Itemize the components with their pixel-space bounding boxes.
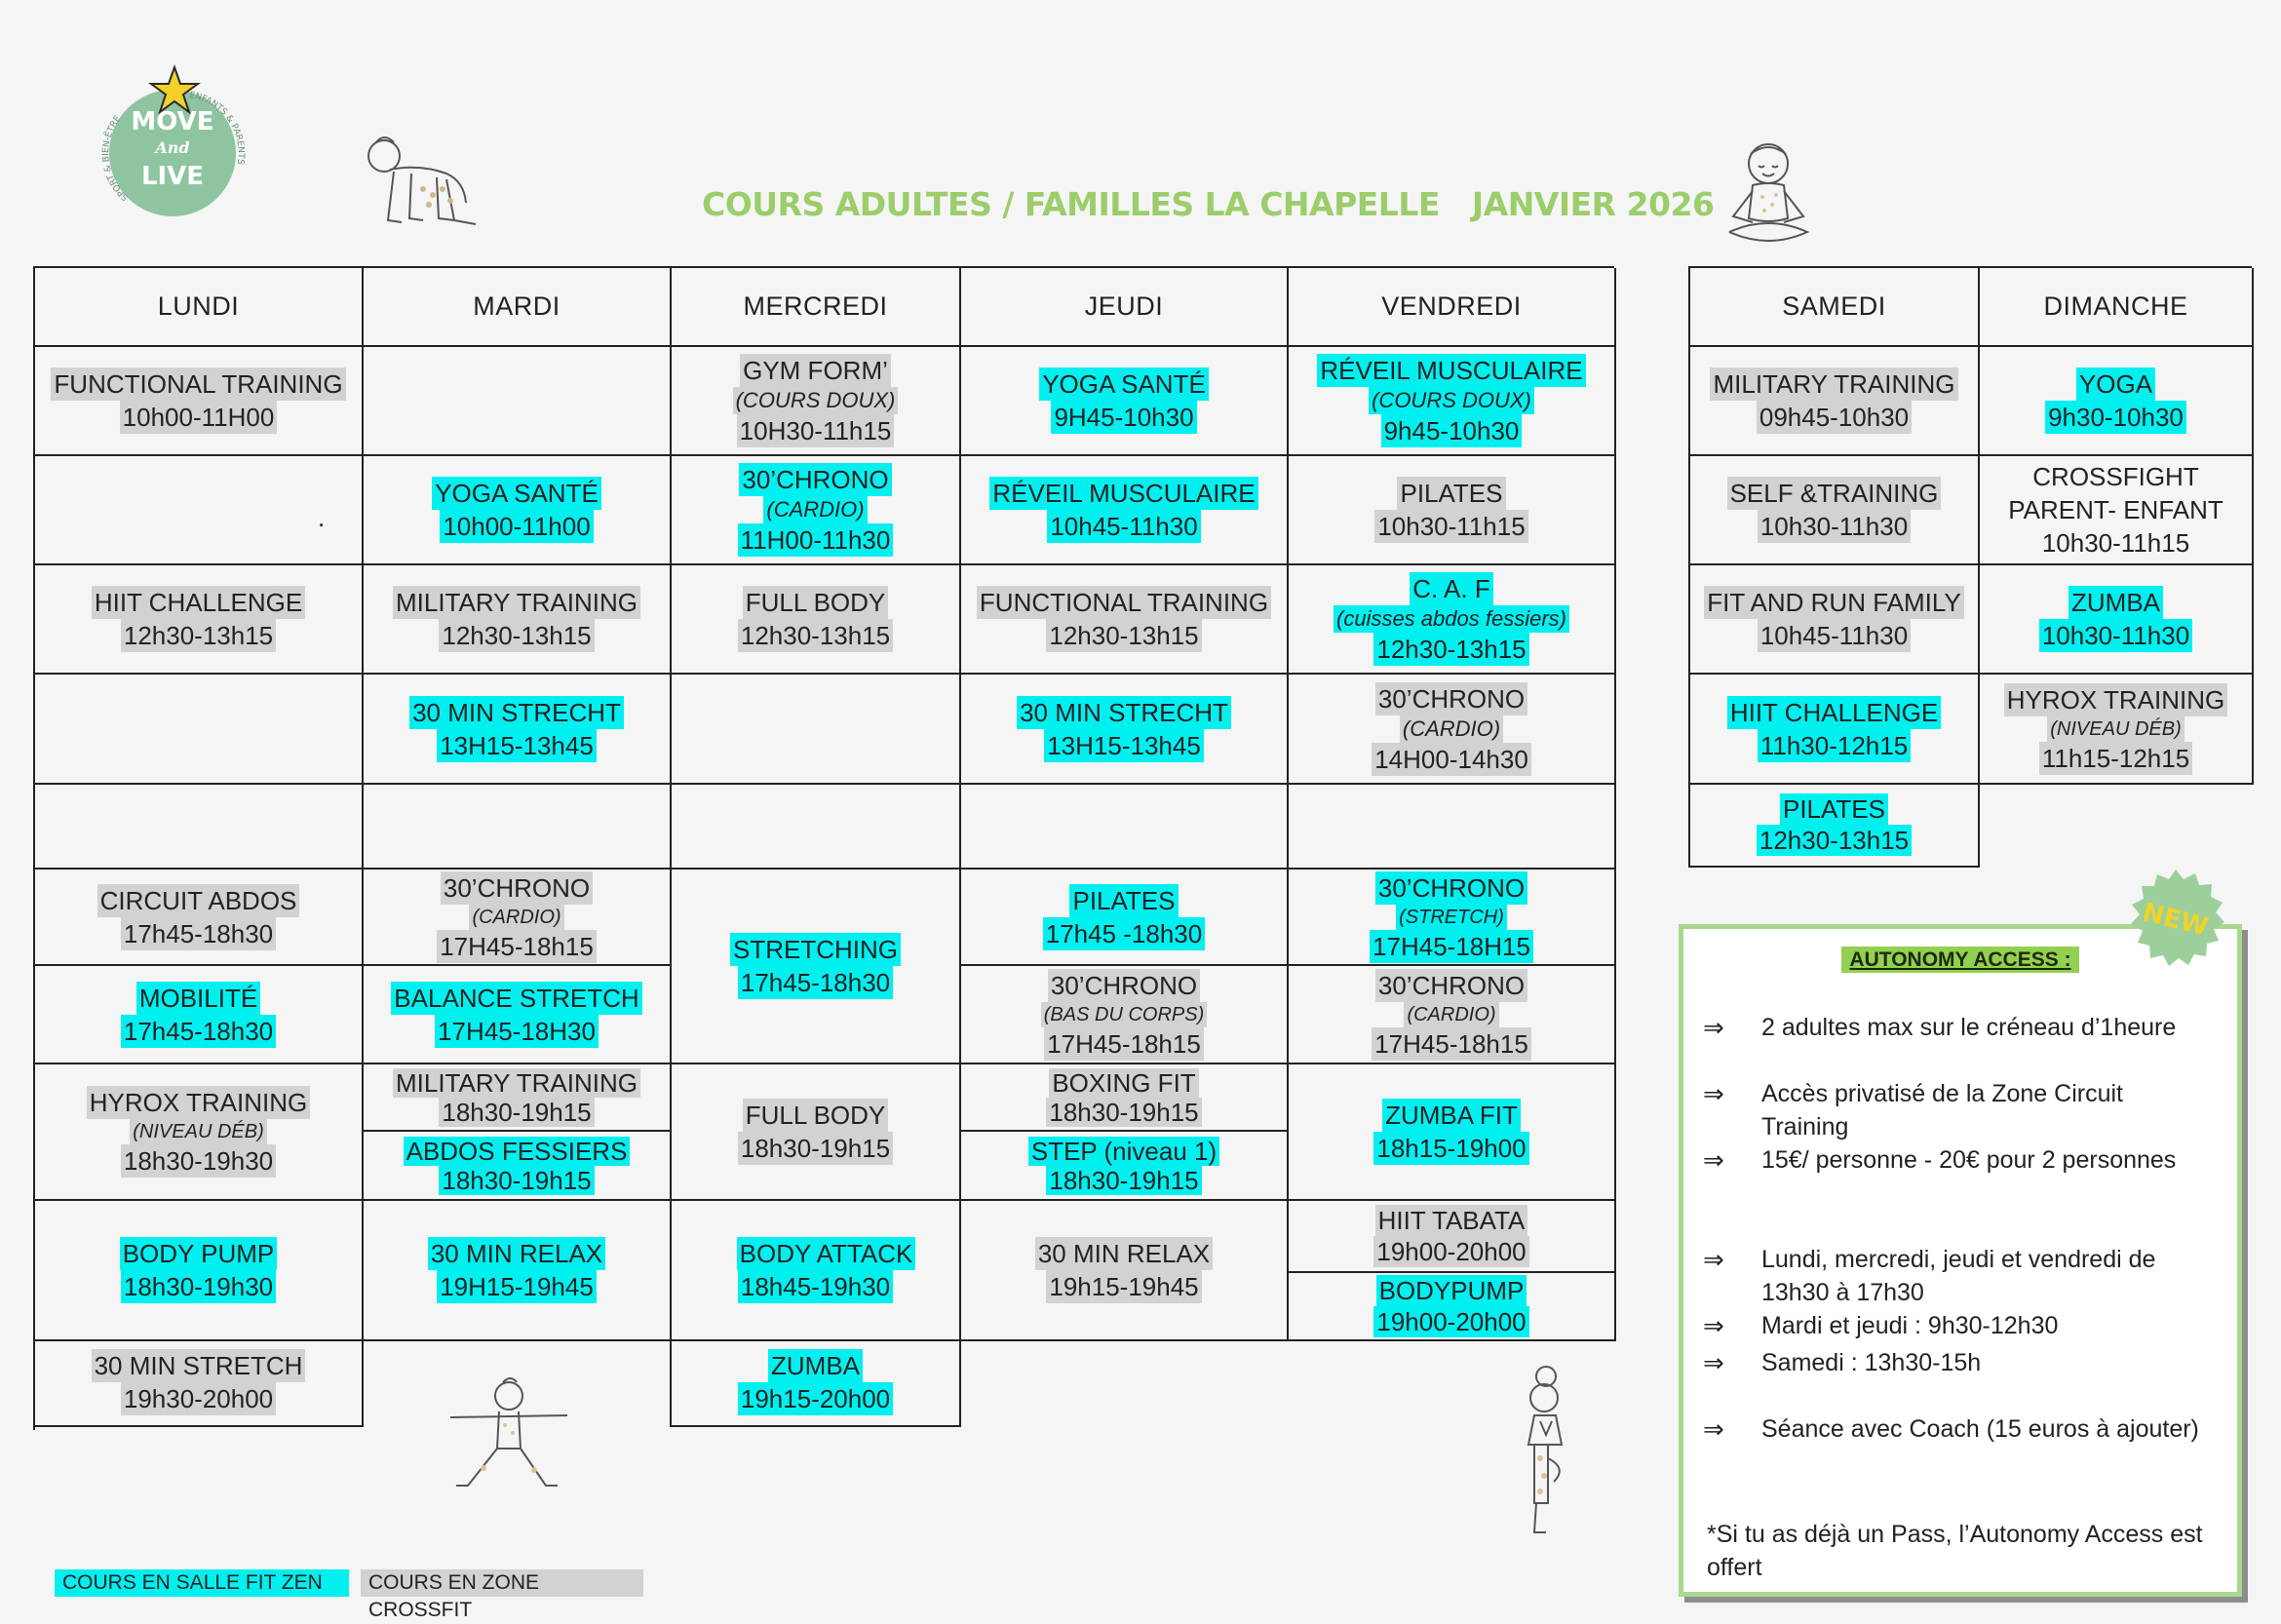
class-cell xyxy=(961,1064,1289,1132)
class-name: FIT AND RUN FAMILY xyxy=(1704,586,1964,619)
class-name: RÉVEIL MUSCULAIRE xyxy=(1317,354,1585,387)
autonomy-bullet xyxy=(1703,1143,2210,1177)
legend-fit-zen: COURS EN SALLE FIT ZEN xyxy=(55,1569,349,1597)
class-time: 19h30-20h00 xyxy=(121,1382,276,1415)
class-cell xyxy=(35,870,364,966)
day-header-vendredi: VENDREDI xyxy=(1289,268,1616,347)
class-time: 10h30-11h15 xyxy=(1374,510,1527,543)
autonomy-bullet xyxy=(1703,1412,2210,1446)
class-time: 10H30-11h15 xyxy=(737,414,895,447)
weekend-timetable xyxy=(1688,266,2252,785)
arrow-right-icon: ⇒ xyxy=(1703,1013,1724,1042)
class-time: 17H45-18H15 xyxy=(1370,930,1533,963)
logo-word-live: LIVE xyxy=(140,162,205,191)
class-name: ZUMBA xyxy=(2068,586,2163,619)
class-name: BALANCE STRETCH xyxy=(391,982,641,1015)
class-time: 10h00-11h00 xyxy=(440,510,593,543)
class-name: MILITARY TRAINING xyxy=(393,586,640,619)
class-time: 18h30-19h15 xyxy=(439,1098,594,1127)
empty-cell xyxy=(961,785,1289,870)
class-time: 18h45-19h30 xyxy=(738,1270,893,1303)
class-cell xyxy=(1289,565,1616,675)
empty-cell xyxy=(1289,785,1616,870)
class-name: FULL BODY xyxy=(743,1099,889,1132)
class-cell xyxy=(961,1201,1289,1341)
class-cell xyxy=(670,1339,961,1427)
class-name: ABDOS FESSIERS xyxy=(404,1137,631,1166)
class-name: FULL BODY xyxy=(743,586,889,619)
class-name: BODY PUMP xyxy=(120,1237,278,1270)
class-time: 9h45-10h30 xyxy=(1381,414,1523,447)
class-cell xyxy=(1980,347,2254,456)
class-cell xyxy=(1289,347,1616,456)
class-time: 17h45 -18h30 xyxy=(1043,917,1205,950)
class-name: 30’CHRONO xyxy=(441,871,593,905)
class-name: 30’CHRONO xyxy=(739,463,891,496)
class-name: ZUMBA xyxy=(768,1349,863,1382)
class-name: STRETCHING xyxy=(730,933,901,966)
class-cell xyxy=(961,966,1289,1064)
class-cell xyxy=(1289,1201,1616,1273)
class-time: 10h30-11h15 xyxy=(2041,528,2190,558)
page-title: COURS ADULTES / FAMILLES LA CHAPELLE JANVIER 2026 xyxy=(702,185,1715,223)
class-time: 13H15-13h45 xyxy=(1044,729,1204,762)
class-time: 17h45-18h30 xyxy=(121,1015,276,1048)
stray-dot: . xyxy=(318,503,326,532)
legend-crossfit: COURS EN ZONE CROSSFIT xyxy=(361,1569,643,1597)
class-time: 12h30-13h15 xyxy=(738,619,893,652)
class-cell xyxy=(672,456,961,565)
class-cell xyxy=(1980,565,2254,675)
logo-word-and: And xyxy=(155,138,190,157)
day-header-dimanche: DIMANCHE xyxy=(1980,268,2254,347)
class-cell xyxy=(364,1064,672,1132)
class-time: 18h30-19h30 xyxy=(121,1270,276,1303)
class-time: 17h45-18h30 xyxy=(121,917,276,950)
empty-cell xyxy=(35,785,364,870)
class-time: 19h00-20h00 xyxy=(1373,1306,1528,1337)
class-time: 18h30-19h15 xyxy=(738,1132,893,1165)
class-cell xyxy=(961,456,1289,565)
class-note: (NIVEAU DÉB) xyxy=(130,1119,266,1144)
class-time: 17H45-18h15 xyxy=(1044,1027,1204,1061)
autonomy-bullet xyxy=(1703,1309,2210,1342)
class-cell xyxy=(1690,456,1980,565)
class-name: 30’CHRONO xyxy=(1375,871,1527,905)
class-time: 19h15-19h45 xyxy=(1046,1270,1201,1303)
svg-text:ENFANTS & PARENTS: ENFANTS & PARENTS xyxy=(188,91,246,166)
class-cell xyxy=(35,347,364,456)
autonomy-bullet xyxy=(1703,1243,2210,1309)
class-time: 12h30-13h15 xyxy=(1757,825,1912,856)
autonomy-title-label: AUTONOMY ACCESS : xyxy=(1841,947,2078,973)
class-cell xyxy=(961,347,1289,456)
class-cell xyxy=(364,870,672,966)
autonomy-bullet xyxy=(1703,1077,2210,1143)
class-note: (STRETCH) xyxy=(1396,905,1507,930)
class-time: 12h30-13h15 xyxy=(1373,633,1528,666)
brand-logo xyxy=(101,90,246,216)
class-name: HYROX TRAINING xyxy=(87,1086,310,1119)
class-name: YOGA SANTÉ xyxy=(1039,367,1209,401)
empty-cell xyxy=(672,785,961,870)
arrow-right-icon: ⇒ xyxy=(1703,1311,1724,1340)
class-cell xyxy=(33,1339,364,1427)
class-cell xyxy=(961,1132,1289,1201)
class-name: HIIT TABATA xyxy=(1375,1205,1528,1236)
class-cell xyxy=(961,870,1289,966)
class-cell xyxy=(1289,966,1616,1064)
class-time: 9h30-10h30 xyxy=(2045,401,2186,434)
class-time: 10h45-11h30 xyxy=(1047,510,1200,543)
meditating-child-illustration xyxy=(1720,136,1817,251)
day-header-mercredi: MERCREDI xyxy=(672,268,961,347)
class-cell xyxy=(961,565,1289,675)
class-note: (CARDIO) xyxy=(1400,715,1503,743)
class-name: HYROX TRAINING xyxy=(2004,683,2227,716)
class-name: STEP (niveau 1) xyxy=(1028,1137,1219,1166)
class-cell xyxy=(364,966,672,1064)
class-time: 11h30-12h15 xyxy=(1758,729,1911,762)
arrow-right-icon: ⇒ xyxy=(1703,1245,1724,1274)
class-name: BOXING FIT xyxy=(1049,1068,1198,1098)
class-cell xyxy=(1688,783,1980,868)
class-time: 10h00-11H00 xyxy=(120,401,278,434)
class-cell xyxy=(672,1064,961,1201)
class-cell xyxy=(1690,347,1980,456)
class-time: 18h30-19h30 xyxy=(121,1144,276,1178)
class-note: (BAS DU CORPS) xyxy=(1041,1002,1207,1027)
class-cell xyxy=(364,1201,672,1341)
arrow-right-icon: ⇒ xyxy=(1703,1079,1724,1108)
class-name: ZUMBA FIT xyxy=(1382,1099,1521,1132)
class-name: HIIT CHALLENGE xyxy=(92,586,305,619)
svg-text:SPORT & BIEN-ÊTRE: SPORT & BIEN-ÊTRE xyxy=(101,114,132,203)
class-name: FUNCTIONAL TRAINING xyxy=(977,586,1271,619)
class-name-line2: PARENT- ENFANT xyxy=(2008,495,2223,524)
class-note: (CARDIO) xyxy=(763,496,867,523)
class-time: 18h30-19h15 xyxy=(1046,1166,1201,1195)
class-cell xyxy=(1289,870,1616,966)
class-name: 30 MIN RELAX xyxy=(428,1237,605,1270)
class-time: 17H45-18h15 xyxy=(1372,1027,1531,1061)
class-time: 10h30-11h30 xyxy=(1758,510,1911,543)
class-note: (CARDIO) xyxy=(469,905,563,930)
class-name: MOBILITÉ xyxy=(136,982,260,1015)
class-cell xyxy=(672,347,961,456)
class-time: 18h30-19h15 xyxy=(439,1166,594,1195)
bullet-text: Mardi et jeudi : 9h30-12h30 xyxy=(1761,1312,2059,1339)
class-name: HIIT CHALLENGE xyxy=(1727,696,1941,729)
class-name: 30’CHRONO xyxy=(1048,969,1200,1002)
class-cell xyxy=(1289,1064,1616,1201)
class-time: 10h30-11h30 xyxy=(2039,619,2192,652)
bullet-text: 15€/ personne - 20€ pour 2 personnes xyxy=(1761,1146,2177,1174)
class-cell xyxy=(1690,565,1980,675)
class-name: 30 MIN RELAX xyxy=(1035,1237,1213,1270)
class-cell xyxy=(364,456,672,565)
arrow-right-icon: ⇒ xyxy=(1703,1414,1724,1444)
class-name: SELF &TRAINING xyxy=(1727,477,1942,510)
crawling-child-illustration xyxy=(355,131,480,236)
class-name: CIRCUIT ABDOS xyxy=(97,884,300,917)
class-cell xyxy=(35,1064,364,1201)
class-time: 12h30-13h15 xyxy=(1046,619,1201,652)
class-time: 14H00-14h30 xyxy=(1372,743,1531,776)
class-name: GYM FORM’ xyxy=(740,354,891,387)
weekday-timetable xyxy=(33,266,1614,1430)
class-cell xyxy=(364,675,672,785)
class-name: PILATES xyxy=(1397,477,1505,510)
class-note: (COURS DOUX) xyxy=(1369,387,1534,414)
class-name: 30’CHRONO xyxy=(1375,682,1527,715)
class-cell xyxy=(1289,456,1616,565)
day-header-jeudi: JEUDI xyxy=(961,268,1289,347)
class-name: 30 MIN STRECHT xyxy=(409,696,624,729)
class-name: C. A. F xyxy=(1410,572,1492,605)
empty-cell xyxy=(35,675,364,785)
class-cell xyxy=(1289,675,1616,785)
class-name: RÉVEIL MUSCULAIRE xyxy=(989,477,1257,510)
class-name: PILATES xyxy=(1069,884,1178,917)
class-time: 17h45-18h30 xyxy=(738,966,893,999)
class-cell xyxy=(364,565,672,675)
arrow-right-icon: ⇒ xyxy=(1703,1145,1724,1175)
class-time: 9H45-10h30 xyxy=(1051,401,1196,434)
class-cell xyxy=(1980,675,2254,785)
logo-word-move: MOVE xyxy=(131,107,214,136)
class-time: 19H15-19h45 xyxy=(437,1270,597,1303)
class-cell xyxy=(672,870,961,1064)
class-name: PILATES xyxy=(1780,793,1888,825)
class-name: BODYPUMP xyxy=(1376,1275,1527,1306)
class-name: 30 MIN STRECHT xyxy=(1017,696,1231,729)
class-name: MILITARY TRAINING xyxy=(393,1068,640,1098)
class-name: YOGA xyxy=(2076,367,2155,401)
class-cell xyxy=(672,565,961,675)
class-cell xyxy=(35,565,364,675)
day-header-samedi: SAMEDI xyxy=(1690,268,1980,347)
class-name: FUNCTIONAL TRAINING xyxy=(51,367,345,401)
class-cell xyxy=(35,1201,364,1341)
class-name: CROSSFIGHT xyxy=(2032,462,2199,491)
class-name: MILITARY TRAINING xyxy=(1710,367,1957,401)
empty-cell xyxy=(35,456,364,565)
class-time: 12h30-13h15 xyxy=(121,619,276,652)
autonomy-bullet xyxy=(1703,1011,2210,1044)
class-name: YOGA SANTÉ xyxy=(432,477,601,510)
class-cell xyxy=(364,1132,672,1201)
class-time: 12h30-13h15 xyxy=(439,619,594,652)
class-cell xyxy=(1690,675,1980,785)
new-badge-label: NEW xyxy=(2139,898,2212,943)
class-cell xyxy=(672,1201,961,1341)
bullet-text: Lundi, mercredi, jeudi et vendredi de 13h30 à 17h30 xyxy=(1761,1246,2156,1306)
arrow-right-icon: ⇒ xyxy=(1703,1348,1724,1377)
class-cell xyxy=(35,966,364,1064)
class-time: 09h45-10h30 xyxy=(1757,401,1912,434)
class-time: 17H45-18H30 xyxy=(435,1015,599,1048)
autonomy-bullet xyxy=(1703,1346,2210,1379)
class-note: (NIVEAU DÉB) xyxy=(2047,716,2184,742)
class-note: (CARDIO) xyxy=(1404,1002,1498,1027)
class-time: 11H00-11h30 xyxy=(738,523,894,557)
class-time: 17H45-18h15 xyxy=(437,930,597,963)
bullet-text: Accès privatisé de la Zone Circuit Training xyxy=(1761,1080,2123,1141)
class-name: 30 MIN STRETCH xyxy=(92,1349,306,1382)
class-note: (COURS DOUX) xyxy=(733,387,899,414)
day-header-lundi: LUNDI xyxy=(35,268,364,347)
class-time: 10h45-11h30 xyxy=(1758,619,1911,652)
bullet-text: Samedi : 13h30-15h xyxy=(1761,1349,1982,1376)
class-time: 19h00-20h00 xyxy=(1373,1236,1528,1267)
autonomy-access-panel xyxy=(1679,924,2242,1597)
class-note: (cuisses abdos fessiers) xyxy=(1334,605,1569,633)
class-time: 19h15-20h00 xyxy=(738,1382,893,1415)
autonomy-footnote: *Si tu as déjà un Pass, l’Autonomy Access est offert xyxy=(1707,1521,2203,1581)
new-badge-icon xyxy=(2125,868,2226,969)
bullet-text: 2 adultes max sur le créneau d’1heure xyxy=(1761,1014,2177,1041)
class-cell xyxy=(961,675,1289,785)
empty-cell xyxy=(364,347,672,456)
class-name: 30’CHRONO xyxy=(1375,969,1527,1002)
class-cell xyxy=(1980,456,2254,565)
class-time: 11h15-12h15 xyxy=(2039,742,2192,775)
class-name: BODY ATTACK xyxy=(737,1237,916,1270)
class-time: 18h30-19h15 xyxy=(1046,1098,1201,1127)
class-time: 18h15-19h00 xyxy=(1373,1132,1528,1165)
empty-cell xyxy=(672,675,961,785)
bullet-text: Séance avec Coach (15 euros à ajouter) xyxy=(1761,1415,2199,1443)
class-cell xyxy=(1289,1273,1616,1341)
empty-cell xyxy=(364,785,672,870)
class-time: 13H15-13h45 xyxy=(437,729,597,762)
day-header-mardi: MARDI xyxy=(364,268,672,347)
